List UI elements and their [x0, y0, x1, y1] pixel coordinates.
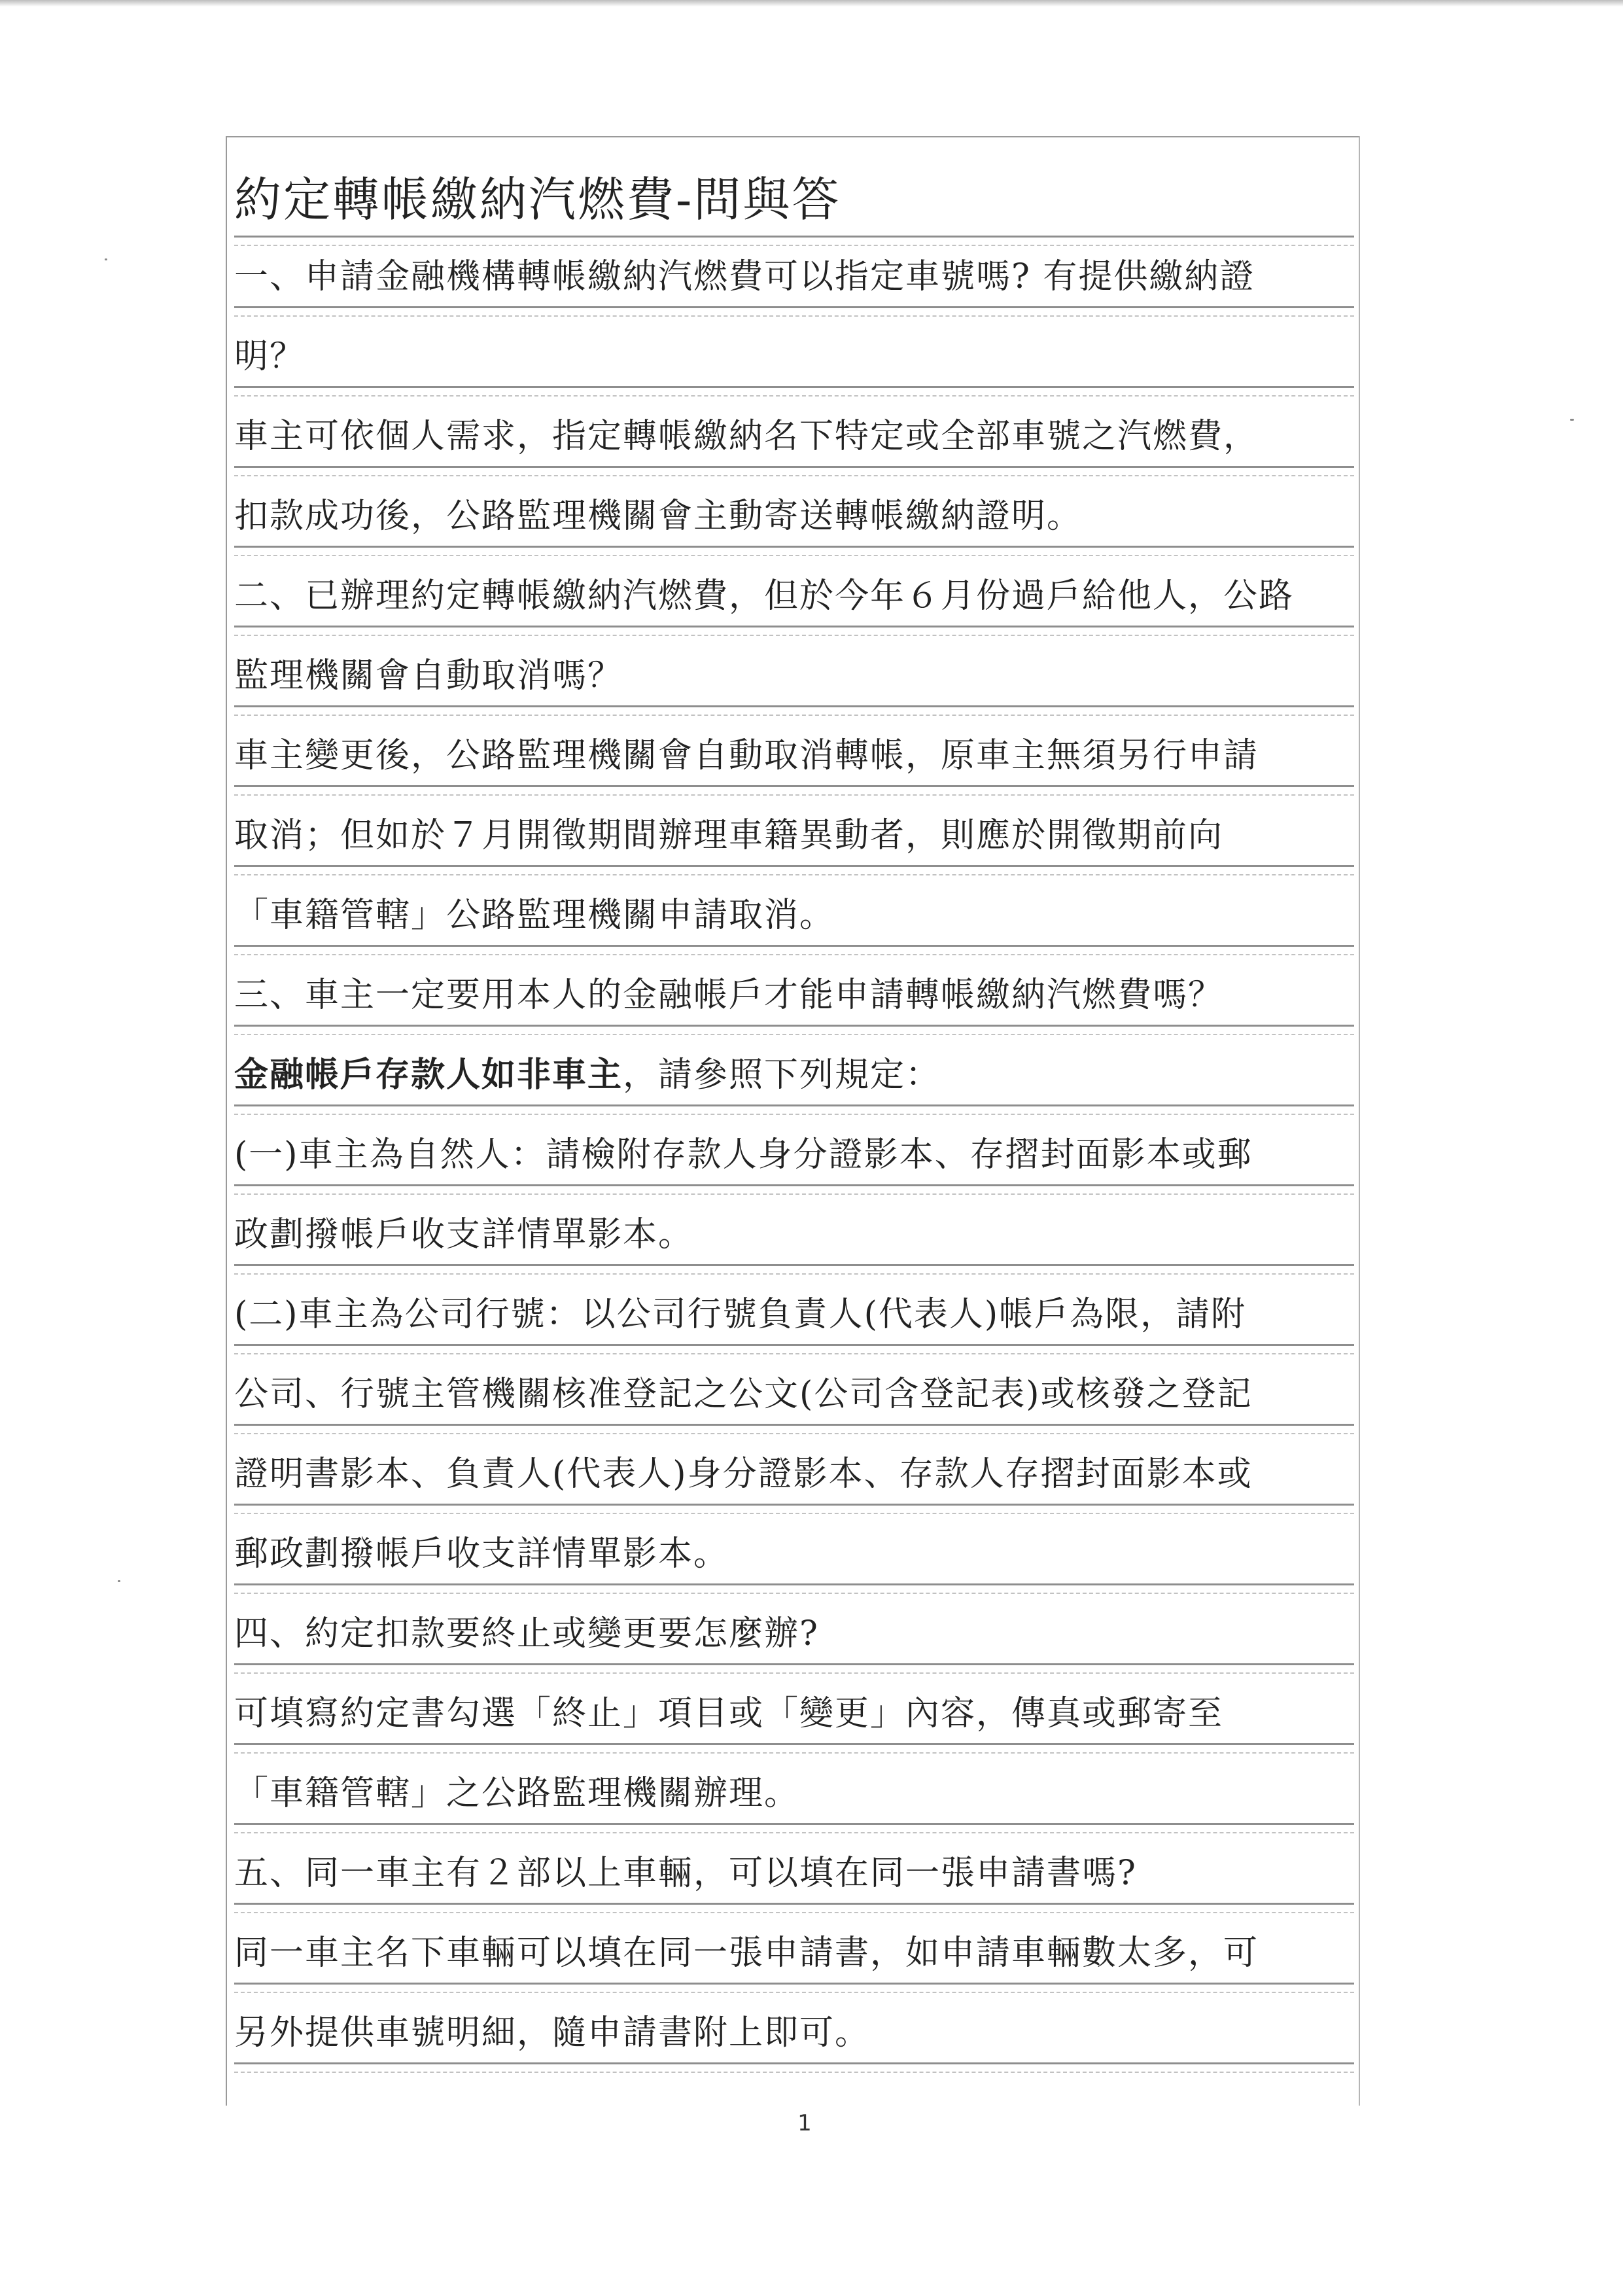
answer-3-item-1-line-2: 政劃撥帳戶收支詳情單影本。 [234, 1205, 1354, 1266]
question-5-line-1: 五、同一車主有２部以上車輛，可以填在同一張申請書嗎? [234, 1844, 1354, 1905]
answer-1-line-1: 車主可依個人需求，指定轉帳繳納名下特定或全部車號之汽燃費， [234, 407, 1354, 468]
answer-3-item-2-line-3: 證明書影本、負責人(代表人)身分證影本、存款人存摺封面影本或 [234, 1445, 1354, 1506]
scan-speck [105, 258, 107, 260]
scan-speck [118, 1580, 120, 1582]
answer-3-intro [234, 1046, 1354, 1106]
answer-3-item-2-line-4: 郵政劃撥帳戶收支詳情單影本。 [234, 1525, 1354, 1585]
question-2-line-2: 監理機關會自動取消嗎？ [234, 646, 1354, 707]
question-3-line-1: 三、車主一定要用本人的金融帳戶才能申請轉帳繳納汽燃費嗎？ [234, 966, 1354, 1027]
answer-3-item-1-line-1: (一)車主為自然人：請檢附存款人身分證影本、存摺封面影本或郵 [234, 1125, 1354, 1186]
answer-2-line-1: 車主變更後，公路監理機關會自動取消轉帳，原車主無須另行申請 [234, 726, 1354, 787]
question-1-line-1: 一、申請金融機構轉帳繳納汽燃費可以指定車號嗎? 有提供繳納證 [234, 247, 1354, 308]
answer-3-bold-lead: 金融帳戶存款人如非車主 [234, 1055, 623, 1095]
question-4-line-1: 四、約定扣款要終止或變更要怎麼辦? [234, 1604, 1354, 1665]
answer-2-line-3: 「車籍管轄」公路監理機關申請取消。 [234, 886, 1354, 947]
page-title: 約定轉帳繳納汽燃費-問與答 [234, 164, 1354, 238]
scan-speck [1570, 419, 1574, 421]
page-number: 1 [797, 2110, 812, 2136]
answer-3-item-2-line-1: (二)車主為公司行號：以公司行號負責人(代表人)帳戶為限，請附 [234, 1285, 1354, 1346]
question-2-line-1: 二、已辦理約定轉帳繳納汽燃費，但於今年６月份過戶給他人，公路 [234, 567, 1354, 627]
answer-1-line-2: 扣款成功後，公路監理機關會主動寄送轉帳繳納證明。 [234, 487, 1354, 548]
answer-5-line-2: 另外提供車號明細，隨申請書附上即可。 [234, 2004, 1354, 2064]
answer-3-intro-rest: ，請參照下列規定： [623, 1055, 941, 1095]
scan-edge-shadow [0, 0, 1623, 7]
answer-4-line-2: 「車籍管轄」之公路監理機關辦理。 [234, 1764, 1354, 1825]
answer-4-line-1: 可填寫約定書勾選「終止」項目或「變更」內容，傳真或郵寄至 [234, 1684, 1354, 1745]
answer-3-item-2-line-2: 公司、行號主管機關核准登記之公文(公司含登記表)或核發之登記 [234, 1365, 1354, 1426]
answer-5-line-1: 同一車主名下車輛可以填在同一張申請書，如申請車輛數太多，可 [234, 1924, 1354, 1985]
question-1-line-2: 明？ [234, 327, 1354, 388]
answer-2-line-2: 取消；但如於７月開徵期間辦理車籍異動者，則應於開徵期前向 [234, 806, 1354, 867]
